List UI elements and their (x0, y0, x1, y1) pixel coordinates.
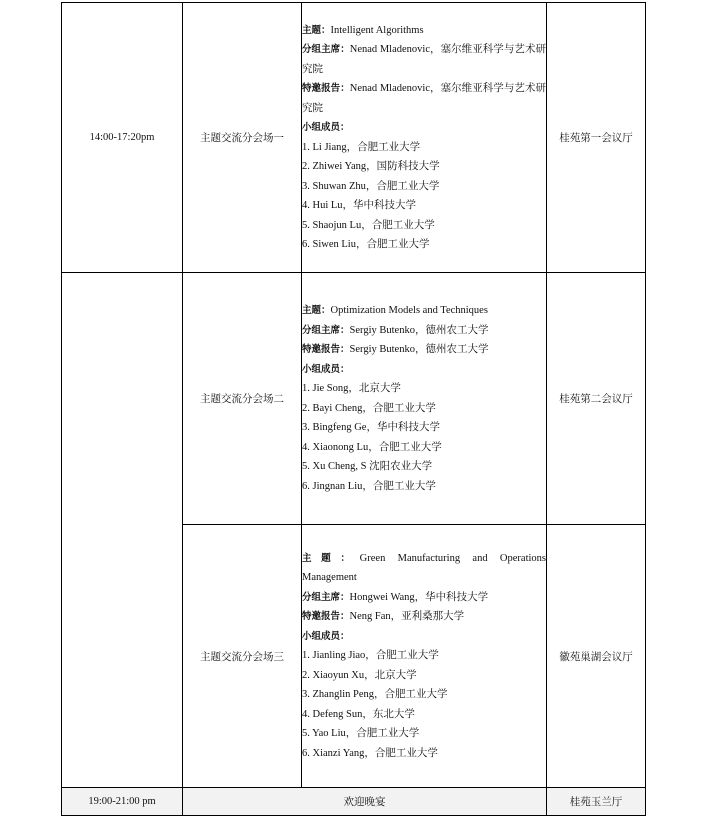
session-details (302, 273, 547, 525)
session-venue: 徽苑巢湖会议厅 (547, 525, 646, 788)
members-label: 小组成员： (302, 363, 350, 375)
invited-text: Neng Fan，亚利桑那大学 (349, 611, 465, 623)
member-item: 3. Bingfeng Ge，华中科技大学 (302, 422, 440, 433)
invited-label: 特邀报告： (302, 344, 350, 355)
member-item: 3. Shuwan Zhu，合肥工业大学 (302, 180, 440, 192)
session-row-2 (62, 273, 646, 525)
member-item: 2. Bayi Cheng，合肥工业大学 (302, 402, 436, 414)
session-time: 14:00-17:20pm (62, 3, 183, 273)
topic-label: 主题： (302, 24, 331, 36)
session-name: 主题交流分会场三 (183, 525, 302, 788)
topic-text: Intelligent Algorithms (330, 24, 424, 36)
invited-label: 特邀报告： (302, 83, 350, 94)
session-venue: 桂苑第一会议厅 (547, 3, 646, 273)
member-item: 6. Siwen Liu，合肥工业大学 (302, 239, 430, 250)
chair-text: Nenad Mladenovic，塞尔维亚科学与艺术研究院 (302, 44, 546, 75)
session-details (302, 525, 547, 788)
session-venue: 桂苑第二会议厅 (547, 273, 646, 525)
member-item: 4. Hui Lu，华中科技大学 (302, 200, 417, 211)
topic-label: 主题： (302, 552, 360, 564)
session-details (302, 3, 547, 273)
chair-label: 分组主席： (302, 591, 350, 603)
topic-text: Green Manufacturing and Operations (359, 552, 546, 564)
invited-text: Sergiy Butenko，德州农工大学 (349, 344, 489, 355)
members-label: 小组成员： (302, 122, 350, 133)
invited-text: Nenad Mladenovic，塞尔维亚科学与艺术研究院 (302, 83, 546, 114)
schedule-table (61, 2, 646, 816)
evening-row (62, 788, 646, 816)
chair-text: Hongwei Wang，华中科技大学 (349, 591, 489, 603)
chair-label: 分组主席： (302, 44, 350, 55)
invited-line (302, 607, 546, 627)
topic-line (302, 549, 546, 569)
chair-line (302, 321, 546, 341)
topic-line (302, 301, 546, 321)
member-item: 1. Li Jiang，合肥工业大学 (302, 141, 421, 153)
evening-venue: 桂苑玉兰厅 (547, 788, 646, 816)
chair-line (302, 40, 546, 79)
session-row-1 (62, 3, 646, 273)
chair-line (302, 588, 546, 608)
session-name: 主题交流分会场一 (183, 3, 302, 273)
topic-label: 主题： (302, 305, 331, 316)
topic-text-cont: Management (302, 572, 357, 584)
session-time (62, 273, 183, 788)
invited-line (302, 340, 546, 360)
member-item: 2. Zhiwei Yang，国防科技大学 (302, 161, 440, 172)
member-item: 4. Xiaonong Lu，合肥工业大学 (302, 441, 442, 453)
member-item: 6. Jingnan Liu，合肥工业大学 (302, 480, 436, 492)
invited-line (302, 79, 546, 118)
member-item: 1. Jie Song，北京大学 (302, 383, 401, 394)
members-label: 小组成员： (302, 630, 350, 642)
evening-event: 欢迎晚宴 (183, 788, 547, 816)
chair-label: 分组主席： (302, 324, 350, 336)
member-item: 2. Xiaoyun Xu，北京大学 (302, 669, 417, 681)
member-item: 3. Zhanglin Peng，合肥工业大学 (302, 689, 448, 701)
member-item: 4. Defeng Sun，东北大学 (302, 708, 415, 720)
member-item: 6. Xianzi Yang，合肥工业大学 (302, 747, 438, 759)
member-item: 5. Yao Liu，合肥工业大学 (302, 728, 420, 740)
topic-line (302, 21, 546, 41)
member-item: 5. Shaojun Lu，合肥工业大学 (302, 219, 435, 231)
member-item: 5. Xu Cheng, S 沈阳农业大学 (302, 461, 433, 472)
evening-time: 19:00-21:00 pm (62, 788, 183, 816)
chair-text: Sergiy Butenko，德州农工大学 (349, 324, 489, 336)
invited-label: 特邀报告： (302, 611, 350, 623)
session-name: 主题交流分会场二 (183, 273, 302, 525)
topic-text: Optimization Models and Techniques (330, 305, 488, 316)
member-item: 1. Jianling Jiao，合肥工业大学 (302, 650, 439, 662)
